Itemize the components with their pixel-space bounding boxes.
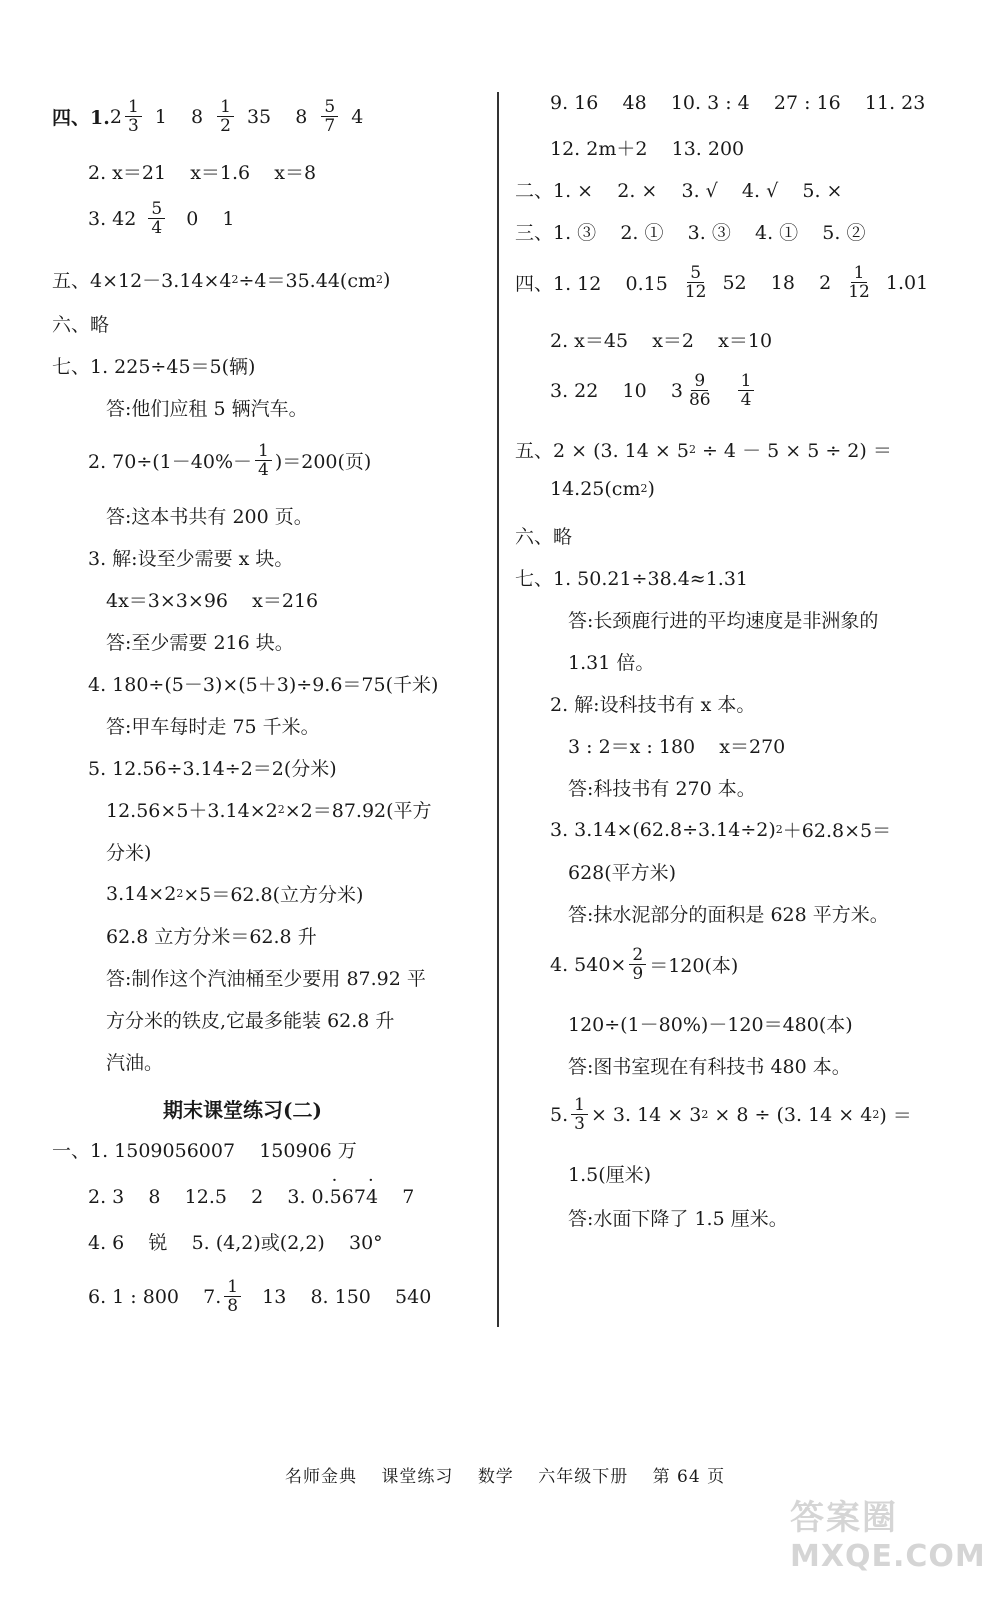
page-footer: [285, 1462, 743, 1487]
right-line-10: 六、略: [515, 526, 573, 548]
left-line-12: 答:至少需要 216 块。: [106, 632, 294, 654]
right-line-6: 2. x＝45 x＝2 x＝10: [550, 330, 773, 352]
fraction: $\frac{2}{9}$: [629, 946, 646, 983]
watermark-logo: 答案圈 MXQE.COM: [790, 1498, 986, 1574]
left-line-17: 分米): [106, 842, 152, 864]
left-line-21: 方分米的铁皮,它最多能装 62.8 升: [106, 1010, 395, 1032]
left-line-7: 答:他们应租 5 辆汽车。: [106, 398, 308, 420]
right-line-16: 答:科技书有 270 本。: [568, 778, 756, 800]
left-line-26: 6. 1 : 800 7. $\frac{1}{8}$ 13 8. 150 540: [88, 1277, 432, 1316]
right-line-8: 五、2 × (3. 14 × 5 2 ÷ 4 － 5 × 5 ÷ 2) ＝: [515, 440, 892, 462]
fraction: $\frac{1}{3}$: [571, 1096, 588, 1133]
left-line-8: 2. 70÷(1－40%－ $\frac{1}{4}$ )＝200(页): [88, 441, 372, 480]
left-line-3: 3. 42 $\frac{5}{4}$ 0 1: [88, 199, 235, 238]
fraction: $\frac{5}{12}$: [684, 263, 707, 302]
footer-book-title: 名师金典: [285, 1467, 357, 1487]
footer-subject: 数学: [477, 1467, 514, 1487]
right-line-11: 七、1. 50.21÷38.4≈1.31: [515, 568, 749, 590]
left-line-2: 2. x＝21 x＝1.6 x＝8: [88, 162, 317, 184]
right-line-23: 5. $\frac{1}{3}$ × 3. 14 × 3 2 × 8 ÷ (3. 14 × 4 2 ) ＝: [550, 1095, 912, 1134]
fraction: $\frac{1}{12}$: [848, 263, 870, 302]
right-line-19: 答:抹水泥部分的面积是 628 平方米。: [568, 904, 889, 926]
footer-series: 课堂练习: [381, 1467, 454, 1487]
left-line-4: 五、4×12－3.14×4 2 ÷4＝35.44(cm 2 ): [52, 268, 391, 292]
right-line-2: 12. 2m＋2 13. 200: [550, 138, 745, 160]
right-line-18: 628(平方米): [568, 862, 677, 884]
left-line-13: 4. 180÷(5－3)×(5＋3)÷9.6＝75(千米): [88, 674, 439, 696]
fraction: $\frac{1}{8}$: [224, 1278, 241, 1315]
right-line-5: 四、1. 12 0.15 $\frac{5}{12}$ 52 18 2 $\frac{1}{12}$ 1.01: [515, 263, 929, 302]
fraction: $\frac{1}{2}$: [217, 98, 234, 135]
fraction: $\frac{1}{4}$: [255, 442, 272, 479]
left-line-1: 四、1. 2 $\frac{1}{3}$ 1 8 $\frac{1}{2}$ 35 8 $\frac{5}{7}$ 4: [52, 97, 364, 136]
right-line-7: 3. 22 10 3 $\frac{9}{86}$ $\frac{1}{4}$: [550, 372, 757, 409]
right-line-20: 4. 540× $\frac{2}{9}$ ＝120(本): [550, 945, 739, 984]
right-line-21: 120÷(1－80%)－120＝480(本): [568, 1014, 853, 1036]
fraction: $\frac{5}{7}$: [321, 98, 338, 135]
left-line-20: 答:制作这个汽油桶至少要用 87.92 平: [106, 968, 426, 990]
right-line-9: 14.25(cm 2 ): [550, 478, 655, 500]
column-divider: [497, 92, 499, 1327]
right-line-4: 三、1. ③ 2. ① 3. ③ 4. ① 5. ②: [515, 222, 866, 244]
right-line-12: 答:长颈鹿行进的平均速度是非洲象的: [568, 610, 879, 632]
left-line-10: 3. 解:设至少需要 x 块。: [88, 548, 294, 570]
fraction: $\frac{5}{4}$: [148, 200, 165, 237]
left-line-15: 5. 12.56÷3.14÷2＝2(分米): [88, 758, 337, 780]
footer-page-number: 第 64 页: [652, 1467, 726, 1487]
left-line-22: 汽油。: [106, 1052, 164, 1074]
left-line-23: 一、1. 1509056007 150906 万: [52, 1140, 357, 1162]
right-line-13: 1.31 倍。: [568, 652, 655, 674]
right-line-1: 9. 16 48 10. 3 : 4 27 : 16 11. 23: [550, 92, 926, 114]
right-line-15: 3 : 2＝x : 180 x＝270: [568, 736, 786, 758]
right-line-17: 3. 3.14×(62.8÷3.14÷2) 2 ＋62.8×5＝: [550, 818, 892, 842]
fraction: $\frac{1}{3}$: [125, 98, 142, 135]
right-line-22: 答:图书室现在有科技书 480 本。: [568, 1056, 851, 1078]
right-line-3: 二、1. × 2. × 3. √ 4. √ 5. ×: [515, 180, 843, 202]
left-line-25: 4. 6 锐 5. (4,2)或(2,2) 30°: [88, 1232, 383, 1254]
left-line-24: 2. 3 8 12.5 2 3. 0. · 5 67 · 4 7: [88, 1186, 414, 1208]
fraction: $\frac{9}{86}$: [688, 371, 711, 410]
footer-grade: 六年级下册: [538, 1467, 629, 1487]
fraction: $\frac{1}{4}$: [738, 372, 755, 409]
left-line-6: 七、1. 225÷45＝5(辆): [52, 356, 256, 378]
section-heading: 期末课堂练习(二): [163, 1098, 322, 1122]
left-line-16: 12.56×5＋3.14×2 2 ×2＝87.92(平方: [106, 800, 432, 822]
left-line-14: 答:甲车每时走 75 千米。: [106, 716, 320, 738]
left-line-18: 3.14×2 2 ×5＝62.8(立方分米): [106, 882, 364, 906]
left-line-5: 六、略: [52, 314, 110, 336]
right-line-14: 2. 解:设科技书有 x 本。: [550, 694, 756, 716]
left-line-9: 答:这本书共有 200 页。: [106, 506, 313, 528]
left-line-11: 4x＝3×3×96 x＝216: [106, 590, 319, 612]
left-line-19: 62.8 立方分米＝62.8 升: [106, 926, 317, 948]
right-line-24: 1.5(厘米): [568, 1164, 652, 1186]
right-line-25: 答:水面下降了 1.5 厘米。: [568, 1208, 788, 1230]
